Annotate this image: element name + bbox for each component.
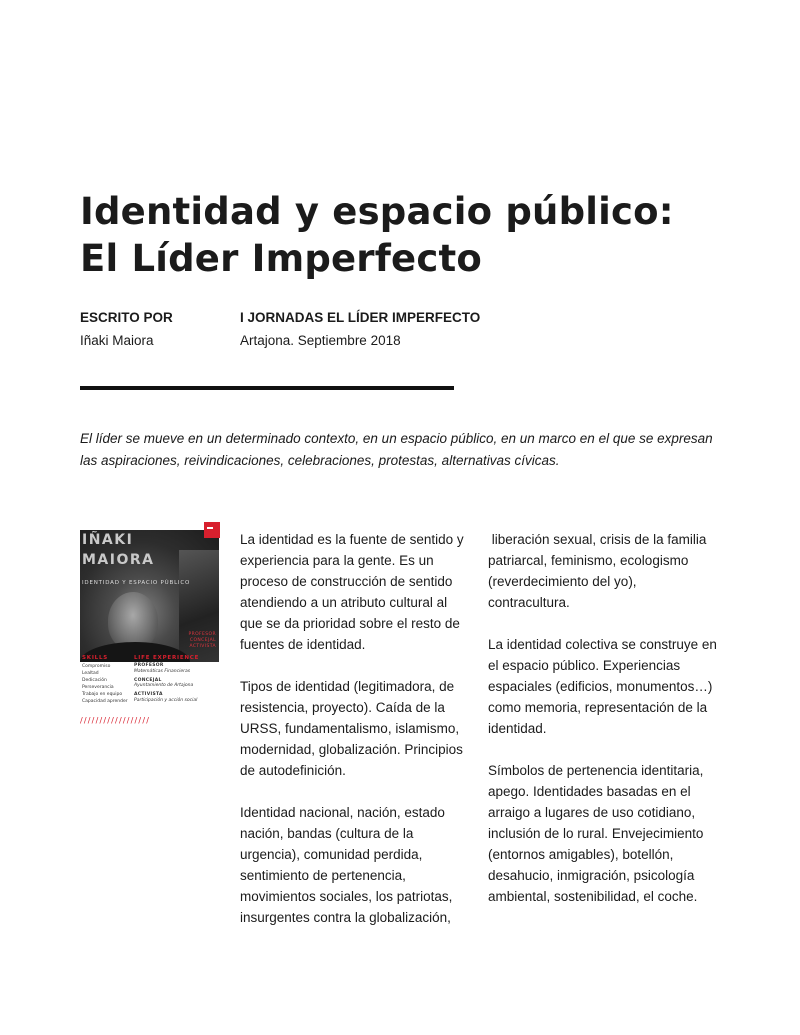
brand-badge-icon [204, 522, 220, 538]
event-label: I JORNADAS EL LÍDER IMPERFECTO [240, 310, 481, 325]
experience-heading: LIFE EXPERIENCE [134, 655, 200, 661]
decorative-slashes: ////////////////// [80, 716, 151, 725]
body-paragraph: Tipos de identidad (legitimadora, de resistencia, proyecto). Caída de la URSS, fundamentalismo, islamismo, modernidad, globalización. Principios de autodefinición. [240, 679, 463, 778]
card-tag: CONCEJAL [189, 638, 216, 643]
skills-list [82, 663, 128, 705]
lead-paragraph: El líder se mueve en un determinado contexto, en un espacio público, en un marco en el que se expresan las aspiraciones, reivindicaciones, celebraciones, protestas, alternativas cívicas. [80, 431, 713, 468]
card-name-line-2: MAIORA [82, 552, 155, 568]
body-column-1 [240, 529, 472, 949]
experience-org: Participación y acción social [134, 697, 198, 703]
skill-item: Capacidad aprender [82, 699, 128, 704]
card-subtitle: IDENTIDAD Y ESPACIO PÚBLICO [82, 580, 191, 586]
skills-heading: SKILLS [82, 655, 109, 661]
title-line-1: Identidad y espacio público: [80, 190, 674, 233]
experience-org: Matemáticas Financieras [134, 668, 191, 674]
body-paragraph: La identidad colectiva se construye en el espacio público. Experiencias espaciales (edificios, monumentos…) como memoria, representación de la identidad. [488, 637, 717, 736]
author-label: ESCRITO POR [80, 310, 173, 325]
author-name: Iñaki Maiora [80, 333, 154, 348]
card-name-line-1: IÑAKI [82, 532, 134, 548]
profile-card [80, 518, 224, 726]
divider-rule [80, 386, 454, 390]
experience-role: PROFESOR [134, 663, 164, 668]
body-paragraph: Identidad nacional, nación, estado nación, bandas (cultura de la urgencia), comunidad perdida, sentimiento de pertenencia, movimientos sociales, los patriotas, insurgentes contra la globalización, [240, 805, 453, 925]
skill-item: Perseverancia [82, 685, 114, 690]
card-tag: ACTIVISTA [189, 644, 216, 649]
body-paragraph: La identidad es la fuente de sentido y experiencia para la gente. Es un proceso de construcción de sentido atendiendo a un atributo cultural al que se da prioridad sobre el resto de fuentes de identidad. [240, 532, 464, 652]
card-tag: PROFESOR [188, 632, 216, 637]
skill-item: Lealtad [82, 671, 99, 676]
experience-list [134, 663, 220, 707]
profile-photo [80, 530, 219, 662]
card-tags [150, 632, 216, 650]
experience-role: CONCEJAL [134, 677, 162, 683]
body-paragraph: Símbolos de pertenencia identitaria, apego. Identidades basadas en el arraigo a lugares de uso cotidiano, inclusión de lo rural. Envejecimiento (entornos amigables), botellón, desahucio, inmigración, psicología ambiental, sostenibilidad, el coche. [488, 763, 704, 904]
body-paragraph: liberación sexual, crisis de la familia patriarcal, feminismo, ecologismo (reverdecimiento del yo), contracultura. [488, 532, 711, 610]
article-title [80, 188, 674, 282]
skill-item: Compromiso [82, 664, 111, 669]
event-place-date: Artajona. Septiembre 2018 [240, 333, 401, 348]
body-column-2 [488, 529, 720, 928]
title-line-2: El Líder Imperfecto [80, 237, 482, 280]
experience-role: ACTIVISTA [134, 692, 163, 697]
experience-org: Ayuntamiento de Artajona [134, 683, 194, 688]
skill-item: Dedicación [82, 678, 107, 683]
skill-item: Trabajo en equipo [82, 692, 123, 697]
